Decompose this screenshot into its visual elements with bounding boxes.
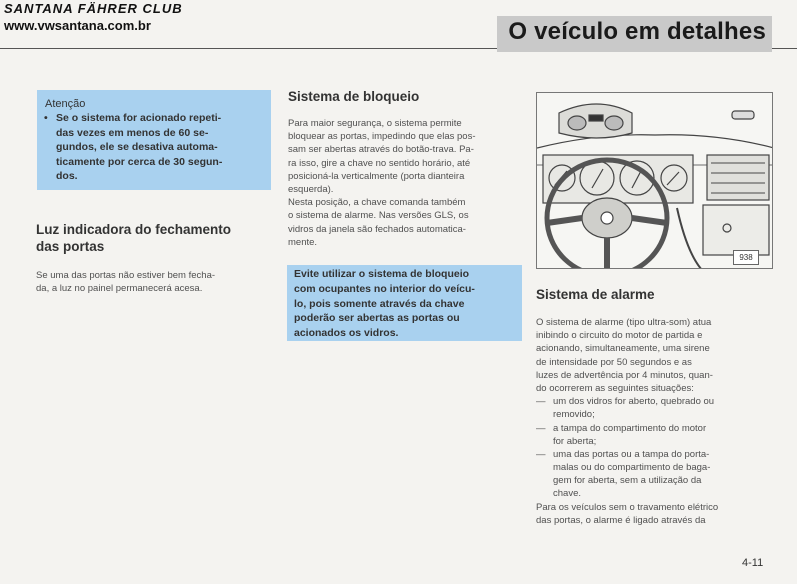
locking-body: [288, 117, 475, 249]
locking-heading: Sistema de bloqueio: [288, 89, 420, 104]
heading-line: Luz indicadora do fechamento: [36, 222, 232, 237]
door-light-heading: [36, 221, 231, 255]
body-line: mente.: [288, 236, 318, 248]
body-line: de intensidade por 50 segundos e as: [536, 356, 692, 368]
club-watermark-url: www.vwsantana.com.br: [4, 18, 151, 33]
attention-line: dos.: [56, 170, 78, 182]
body-line: ra isso, gire a chave no sentido horário, até: [288, 157, 471, 169]
attention-line: gundos, ele se desativa automa-: [56, 141, 218, 153]
warning-text: [294, 267, 475, 341]
list-item: [536, 422, 718, 435]
list-line: chave.: [553, 488, 581, 500]
bullet-icon: •: [44, 112, 48, 124]
list-line: a tampa do compartimento do motor: [553, 422, 707, 434]
chapter-title: O veículo em detalhes: [508, 18, 766, 45]
door-light-body: [36, 269, 215, 295]
dash-bullet: —: [536, 448, 546, 460]
body-line: inibindo o circuito do motor de partida e: [536, 330, 703, 342]
body-line: vidros da janela são fechados automatica-: [288, 223, 466, 235]
body-line: luzes de advertência por 4 minutos, quan-: [536, 369, 713, 381]
alarm-body: [536, 316, 718, 527]
body-line: Para os veículos sem o travamento elétrico: [536, 501, 719, 513]
heading-line: das portas: [36, 239, 105, 254]
list-line: malas ou do compartimento de baga-: [553, 462, 711, 474]
alarm-heading: Sistema de alarme: [536, 287, 655, 302]
warning-line: Evite utilizar o sistema de bloqueio: [294, 268, 470, 280]
dashboard-drawing: [537, 93, 773, 269]
club-watermark-title: SANTANA FÄHRER CLUB: [4, 1, 183, 16]
attention-box: [37, 90, 271, 190]
body-line: o sistema de alarme. Nas versões GLS, os: [288, 210, 469, 222]
chapter-title-bar: [497, 16, 772, 52]
figure-number: 938: [733, 250, 759, 265]
warning-line: lo, pois somente através da chave: [294, 297, 465, 310]
body-line: posicioná-la verticalmente (porta dianteira: [288, 170, 465, 182]
body-line: sam ser abertas através do botão-trava. Pa-: [288, 144, 474, 156]
attention-line: das vezes em menos de 60 se-: [56, 126, 209, 139]
attention-line: Se o sistema for acionado repeti-: [56, 112, 222, 124]
dashboard-illustration: [536, 92, 773, 269]
dash-bullet: —: [536, 396, 546, 408]
list-line: uma das portas ou a tampa do porta-: [553, 448, 710, 460]
list-item: [536, 448, 718, 461]
body-line: do ocorrerem as seguintes situações:: [536, 382, 694, 394]
list-item: [536, 395, 718, 408]
list-line: removido;: [553, 409, 595, 421]
body-line: acionando, simultaneamente, uma sirene: [536, 343, 710, 355]
warning-line: com ocupantes no interior do veícu-: [294, 282, 475, 295]
body-line: Para maior segurança, o sistema permite: [288, 118, 462, 129]
body-line: esquerda).: [288, 183, 334, 195]
list-line: gem for aberta, sem a utilização da: [553, 475, 702, 487]
body-line: da, a luz no painel permanecerá acesa.: [36, 283, 203, 295]
body-line: O sistema de alarme (tipo ultra-som) atua: [536, 317, 712, 328]
list-line: um dos vidros for aberto, quebrado ou: [553, 396, 715, 408]
attention-line: ticamente por cerca de 30 segun-: [56, 155, 223, 168]
body-line: Se uma das portas não estiver bem fecha-: [36, 270, 216, 281]
warning-line: poderão ser abertas as portas ou: [294, 312, 460, 325]
attention-heading: Atenção: [45, 98, 86, 110]
dash-bullet: —: [536, 422, 546, 434]
warning-box: [287, 265, 522, 341]
page-number: 4-11: [742, 557, 764, 569]
list-line: for aberta;: [553, 435, 597, 447]
warning-line: acionados os vidros.: [294, 327, 399, 340]
body-line: das portas, o alarme é ligado através da: [536, 514, 706, 526]
body-line: Nesta posição, a chave comanda também: [288, 197, 466, 209]
body-line: bloquear as portas, impedindo que elas pos-: [288, 131, 476, 143]
